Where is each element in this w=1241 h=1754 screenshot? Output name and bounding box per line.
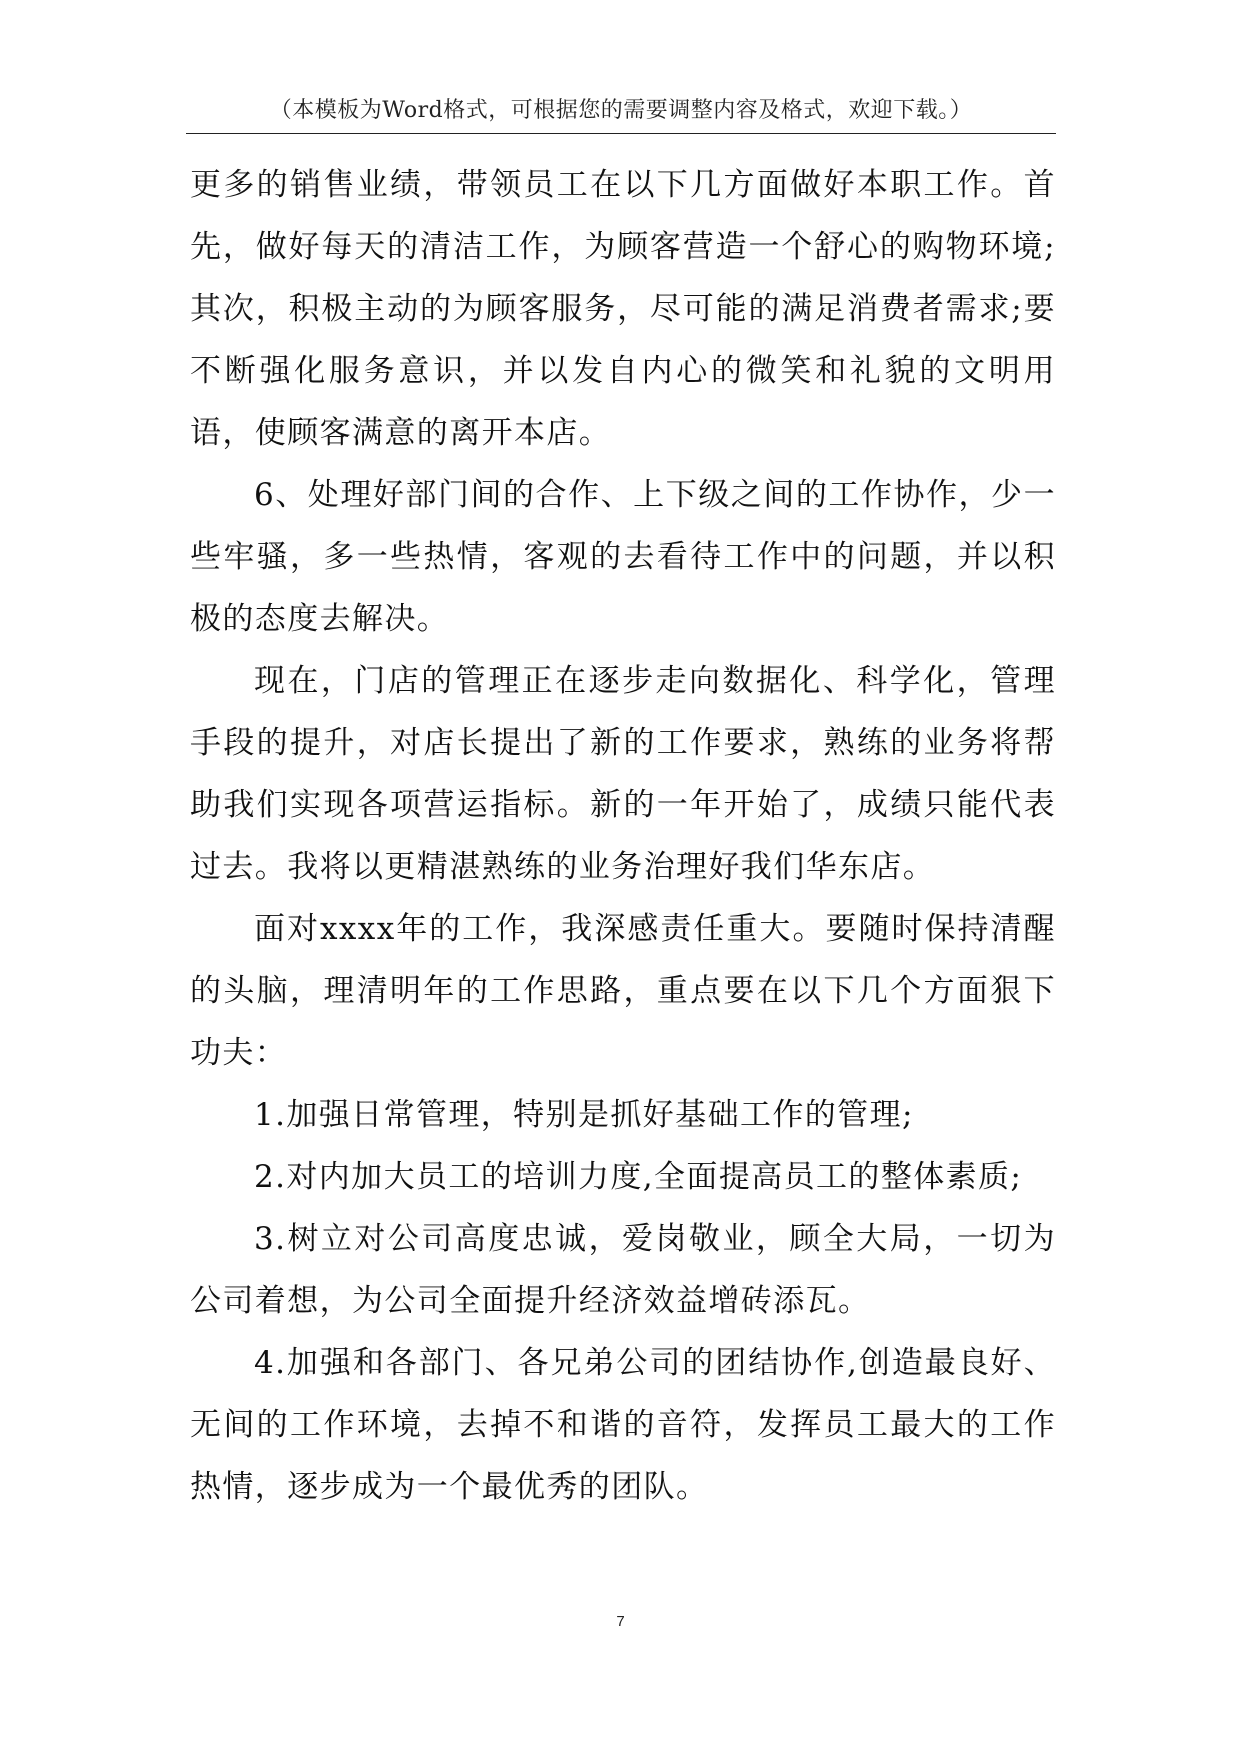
header-divider <box>186 133 1056 134</box>
paragraph-next-year: 面对xxxx年的工作，我深感责任重大。要随时保持清醒的头脑，理清明年的工作思路，重点要在以下几个方面狠下功夫： <box>190 911 1056 1071</box>
paragraph-item-6: 6、处理好部门间的合作、上下级之间的工作协作，少一些牢骚，多一些热情，客观的去看待工作中的问题，并以积极的态度去解决。 <box>190 477 1056 637</box>
page-header-note: （本模板为Word格式，可根据您的需要调整内容及格式，欢迎下载。） <box>269 98 973 123</box>
paragraph-continuation: 更多的销售业绩，带领员工在以下几方面做好本职工作。首先，做好每天的清洁工作，为顾客营造一个舒心的购物环境;其次，积极主动的为顾客服务，尽可能的满足消费者需求;要不断强化服务意识，并以发自内心的微笑和礼貌的文明用语，使顾客满意的离开本店。 <box>190 167 1056 451</box>
list-item-4: 4.加强和各部门、各兄弟公司的团结协作,创造最良好、无间的工作环境，去掉不和谐的音符，发挥员工最大的工作热情，逐步成为一个最优秀的团队。 <box>190 1345 1056 1505</box>
list-item-1: 1.加强日常管理，特别是抓好基础工作的管理; <box>254 1097 914 1133</box>
page-number: 7 <box>616 1613 625 1630</box>
list-item-3: 3.树立对公司高度忠诚，爱岗敬业，顾全大局，一切为公司着想，为公司全面提升经济效益增砖添瓦。 <box>190 1221 1056 1319</box>
paragraph-management: 现在，门店的管理正在逐步走向数据化、科学化，管理手段的提升，对店长提出了新的工作要求，熟练的业务将帮助我们实现各项营运指标。新的一年开始了，成绩只能代表过去。我将以更精湛熟练的业务治理好我们华东店。 <box>190 663 1056 885</box>
document-body <box>190 154 1056 1518</box>
list-item-2: 2.对内加大员工的培训力度,全面提高员工的整体素质; <box>254 1159 1023 1195</box>
